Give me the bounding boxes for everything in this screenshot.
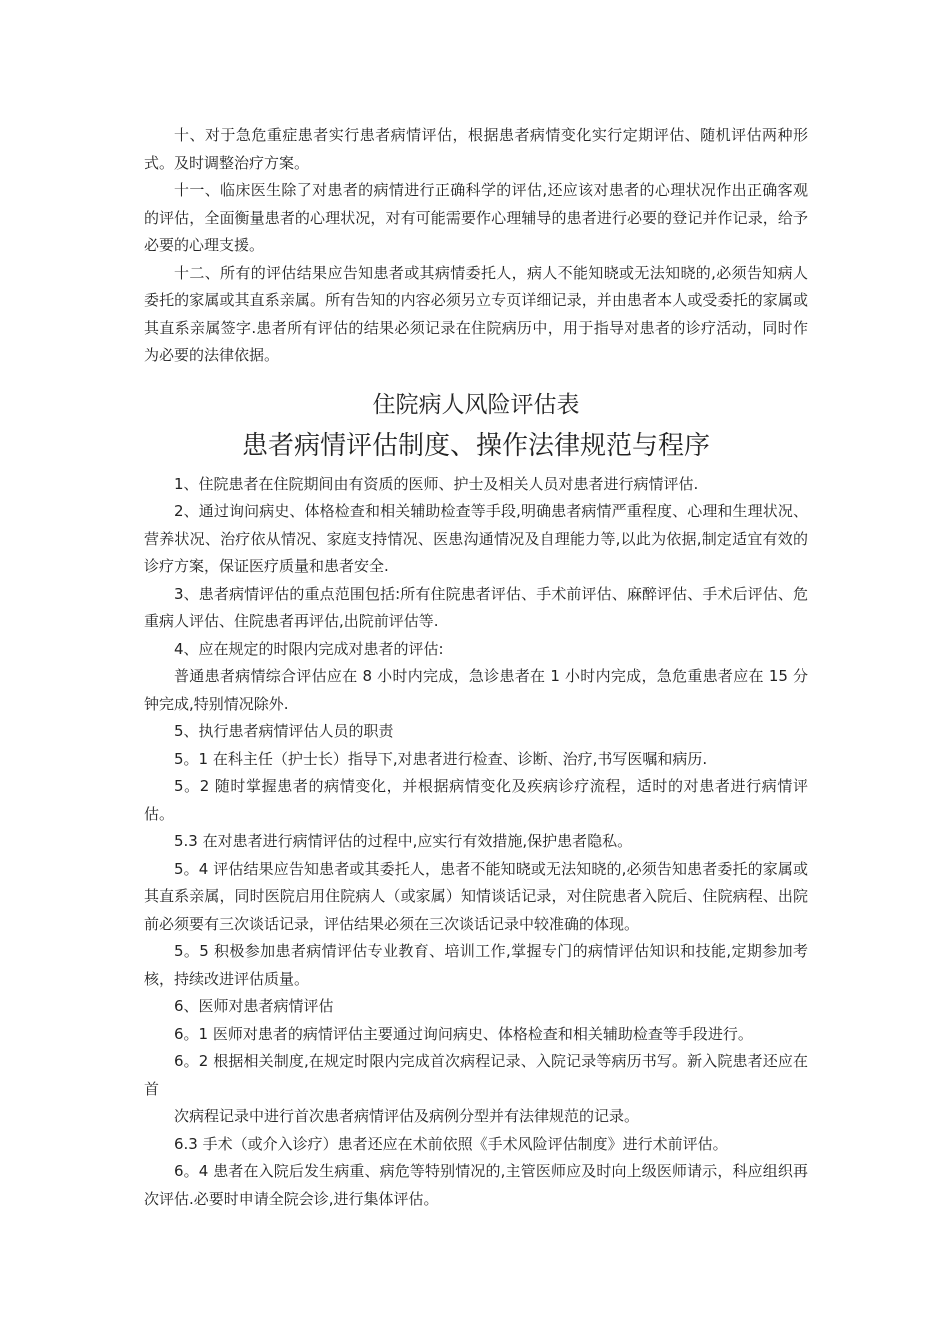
paragraph-item-5: 5、执行患者病情评估人员的职责: [174, 722, 394, 740]
paragraph-item-6-4: 6。4 患者在入院后发生病重、病危等特别情况的,主管医师应及时向上级医师请示，科应组织再次评估.必要时申请全院会诊,进行集体评估。: [144, 1162, 808, 1208]
paragraph-item-6-2-cont: 次病程记录中进行首次患者病情评估及病例分型并有法律规范的记录。: [174, 1107, 640, 1125]
document-page: [144, 122, 808, 1213]
paragraph-item-6-2: 6。2 根据相关制度,在规定时限内完成首次病程记录、入院记录等病历书写。新入院患者还应在首: [144, 1052, 808, 1098]
document-title: 住院病人风险评估表: [372, 391, 580, 418]
paragraph-intro-11: 十一、临床医生除了对患者的病情进行正确科学的评估,还应该对患者的心理状况作出正确客观的评估，全面衡量患者的心理状况，对有可能需要作心理辅导的患者进行必要的登记并作记录，给予必要的心理支援。: [144, 181, 808, 254]
paragraph-item-5-5: 5。5 积极参加患者病情评估专业教育、培训工作,掌握专门的病情评估知识和技能,定期参加考核，持续改进评估质量。: [144, 942, 808, 988]
paragraph-intro-10: 十、对于急危重症患者实行患者病情评估，根据患者病情变化实行定期评估、随机评估两种形式。及时调整治疗方案。: [144, 126, 808, 172]
paragraph-item-4-detail: 普通患者病情综合评估应在 8 小时内完成，急诊患者在 1 小时内完成，急危重患者应在 15 分钟完成,特别情况除外.: [144, 667, 808, 713]
paragraph-item-2: 2、通过询问病史、体格检查和相关辅助检查等手段,明确患者病情严重程度、心理和生理状况、营养状况、治疗依从情况、家庭支持情况、医患沟通情况及自理能力等,以此为依据,制定适宜有效的诊疗方案，保证医疗质量和患者安全.: [144, 502, 808, 575]
paragraph-item-6-1: 6。1 医师对患者的病情评估主要通过询问病史、体格检查和相关辅助检查等手段进行。: [174, 1024, 753, 1043]
paragraph-item-5-3: 5.3 在对患者进行病情评估的过程中,应实行有效措施,保护患者隐私。: [174, 832, 633, 850]
paragraph-item-4: 4、应在规定的时限内完成对患者的评估:: [174, 639, 444, 658]
paragraph-item-6-3: 6.3 手术（或介入诊疗）患者还应在术前依照《手术风险评估制度》进行术前评估。: [174, 1134, 728, 1153]
paragraph-item-5-2: 5。2 随时掌握患者的病情变化，并根据病情变化及疾病诊疗流程，适时的对患者进行病情评估。: [144, 777, 808, 823]
paragraph-intro-12: 十二、所有的评估结果应告知患者或其病情委托人，病人不能知晓或无法知晓的,必须告知病人委托的家属或其直系亲属。所有告知的内容必须另立专页详细记录，并由患者本人或受委托的家属或其直系亲属签字.患者所有评估的结果必须记录在住院病历中，用于指导对患者的诊疗活动，同时作为必要的法律依据。: [144, 263, 808, 364]
paragraph-item-6: 6、医师对患者病情评估: [174, 997, 334, 1015]
paragraph-item-5-1: 5。1 在科主任（护士长）指导下,对患者进行检查、诊断、治疗,书写医嘱和病历.: [174, 749, 708, 768]
document-subtitle: 患者病情评估制度、操作法律规范与程序: [241, 430, 710, 461]
paragraph-item-1: 1、住院患者在住院期间由有资质的医师、护士及相关人员对患者进行病情评估.: [174, 474, 699, 493]
paragraph-item-3: 3、患者病情评估的重点范围包括:所有住院患者评估、手术前评估、麻醉评估、手术后评估、危重病人评估、住院患者再评估,出院前评估等.: [144, 584, 808, 630]
paragraph-item-5-4: 5。4 评估结果应告知患者或其委托人，患者不能知晓或无法知晓的,必须告知患者委托的家属或其直系亲属，同时医院启用住院病人（或家属）知情谈话记录，对住院患者入院后、住院病程、出院前必须要有三次谈话记录，评估结果必须在三次谈话记录中较准确的体现。: [144, 859, 808, 933]
